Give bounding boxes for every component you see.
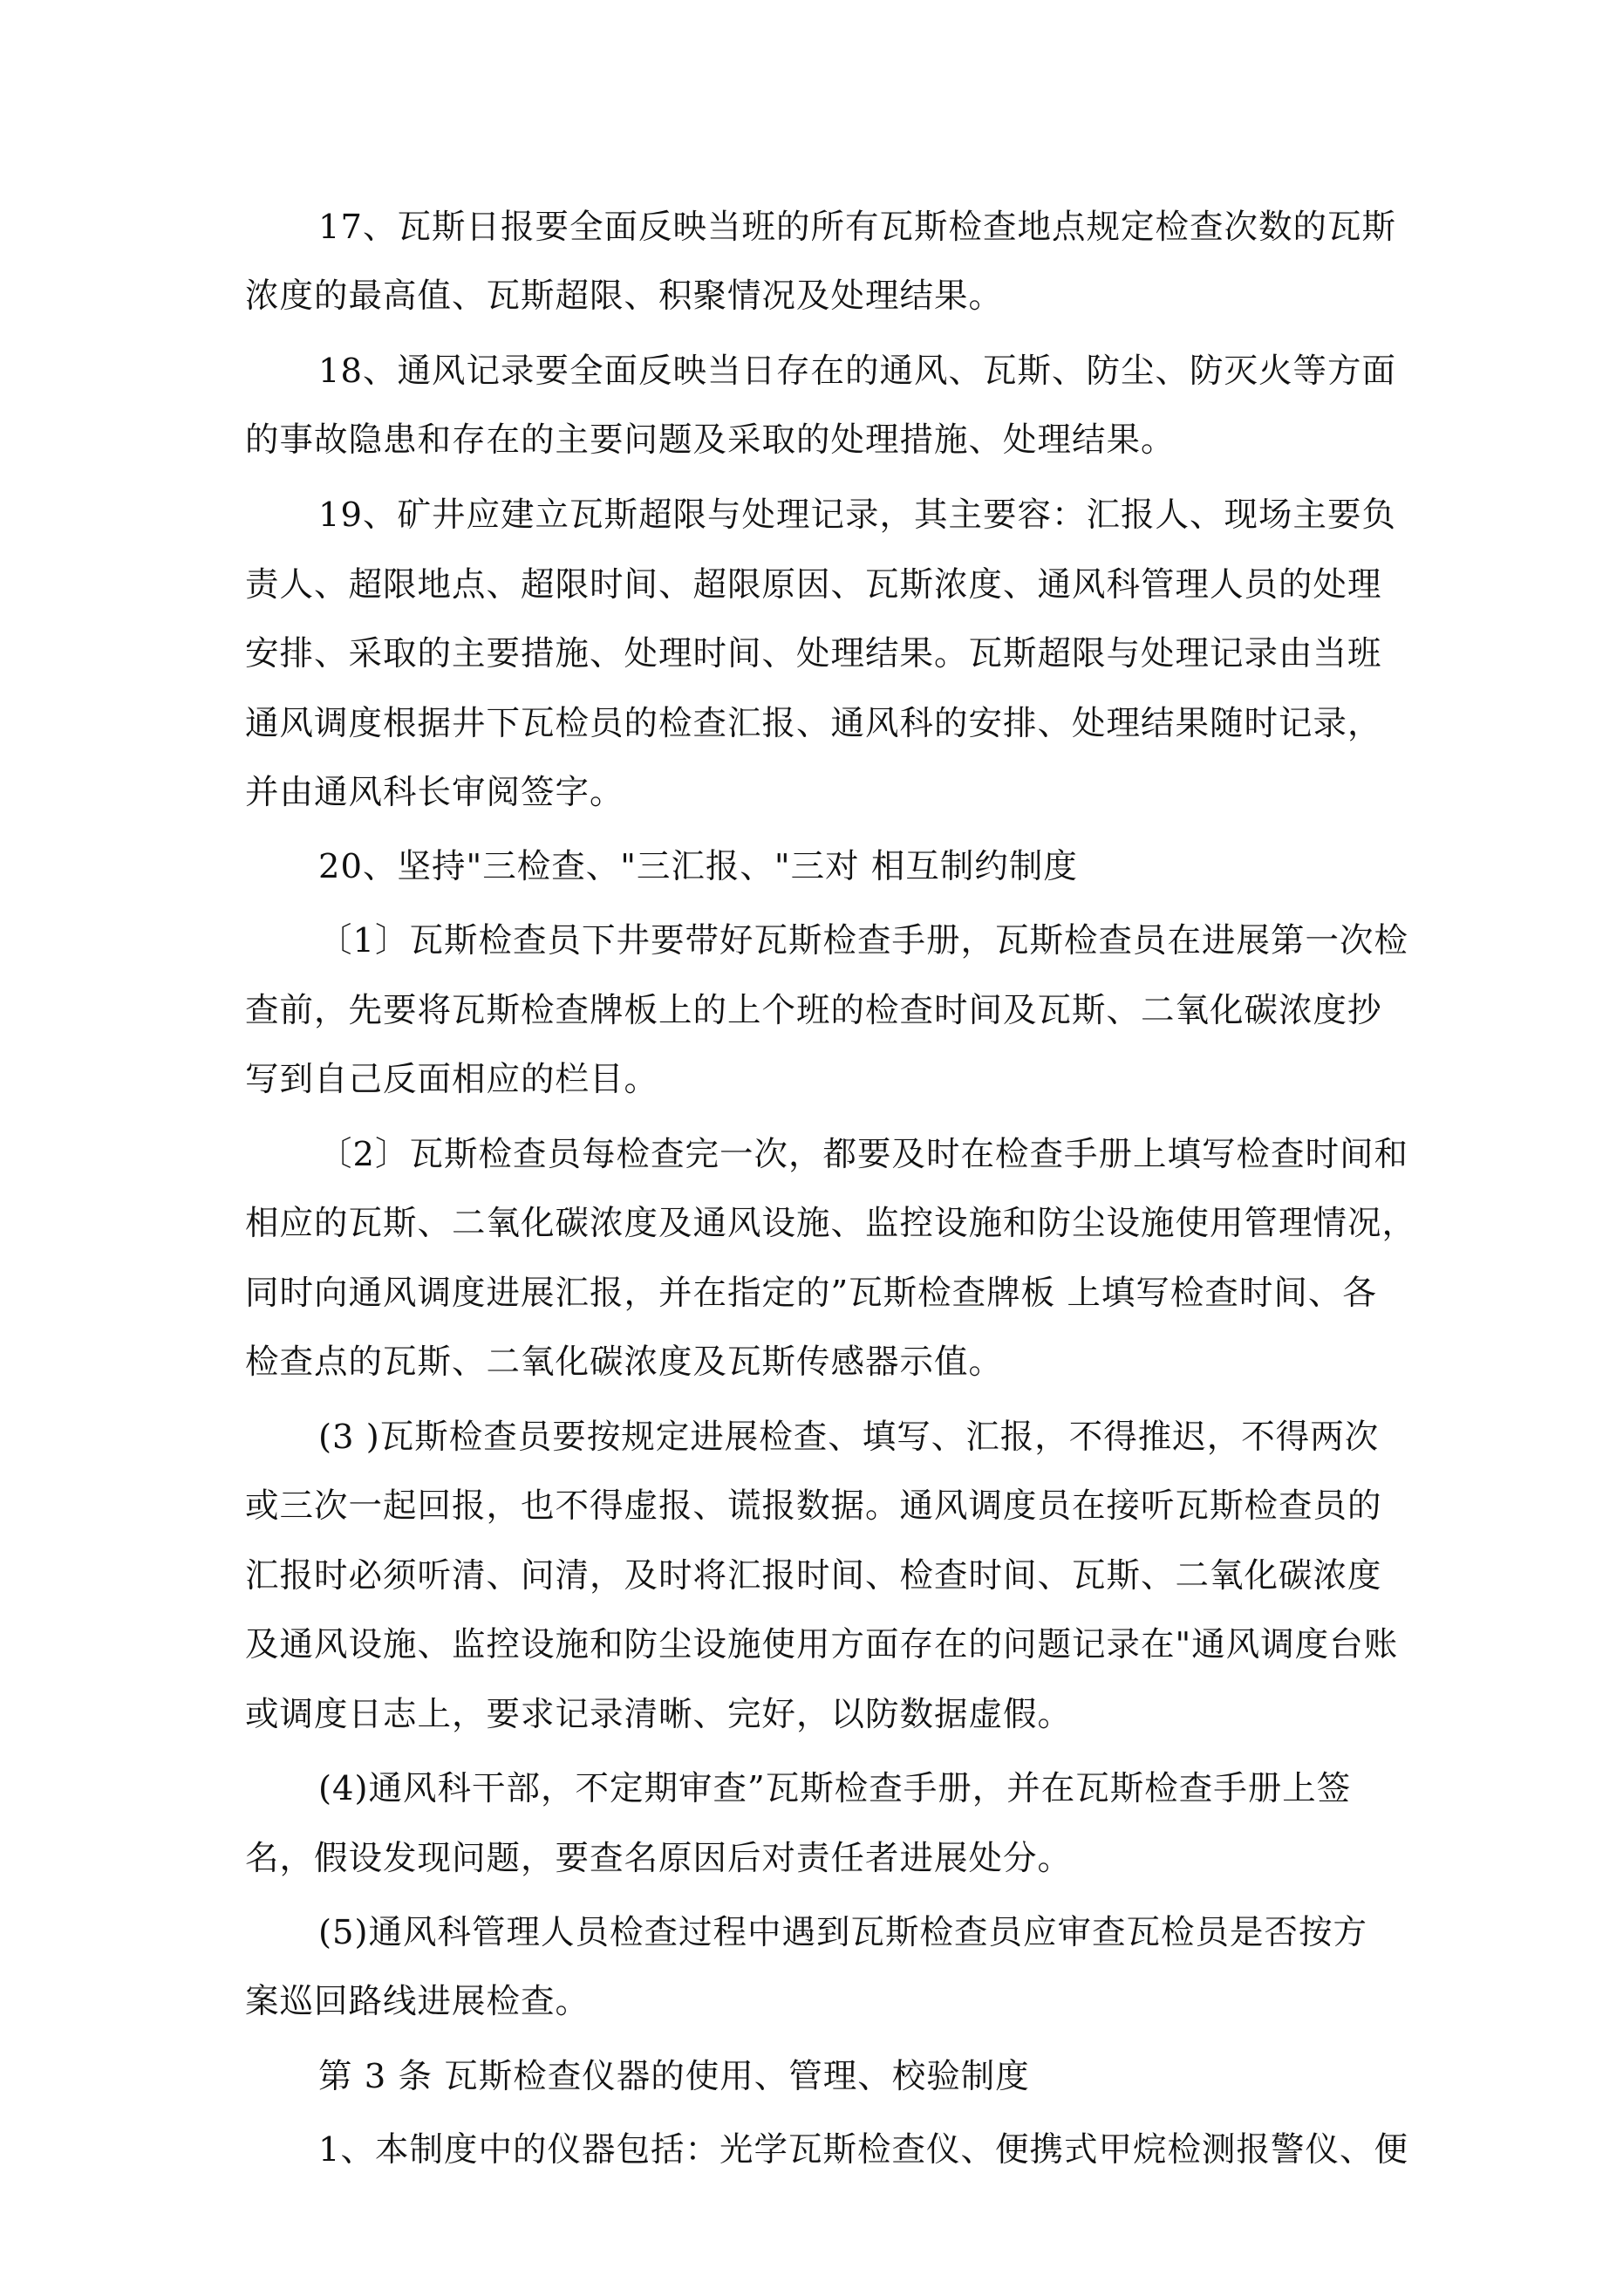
paragraph-line: 1、本制度中的仪器包括：光学瓦斯检查仪、便携式甲烷检测报警仪、便 bbox=[318, 2130, 1408, 2170]
paragraph-line: 并由通风科长审阅签字。 bbox=[245, 773, 624, 812]
paragraph-line: 相应的瓦斯、二氧化碳浓度及通风设施、监控设施和防尘设施使用管理情况， bbox=[245, 1204, 1417, 1243]
paragraph-line: 〔1〕瓦斯检查员下井要带好瓦斯检查手册，瓦斯检查员在进展第一次检 bbox=[318, 921, 1408, 960]
paragraph-line: (3 )瓦斯检查员要按规定进展检查、填写、汇报，不得推迟，不得两次 bbox=[318, 1418, 1380, 1457]
paragraph-line: 的事故隐患和存在的主要问题及采取的处理措施、处理结果。 bbox=[245, 420, 1176, 460]
paragraph-line: 检查点的瓦斯、二氧化碳浓度及瓦斯传感器示值。 bbox=[245, 1343, 1004, 1382]
paragraph-line: 18、通风记录要全面反映当日存在的通风、瓦斯、防尘、防灭火等方面 bbox=[318, 352, 1396, 391]
paragraph-line: 19、矿井应建立瓦斯超限与处理记录，其主要容：汇报人、现场主要负 bbox=[318, 495, 1396, 535]
paragraph-line: 及通风设施、监控设施和防尘设施使用方面存在的问题记录在"通风调度台账 bbox=[245, 1625, 1399, 1664]
paragraph-line: 〔2〕瓦斯检查员每检查完一次，都要及时在检查手册上填写检查时间和 bbox=[318, 1135, 1408, 1174]
paragraph-line: 名，假设发现问题，要查名原因后对责任者进展处分。 bbox=[245, 1839, 1073, 1878]
paragraph-line: 查前，先要将瓦斯检查牌板上的上个班的检查时间及瓦斯、二氧化碳浓度抄 bbox=[245, 991, 1382, 1030]
paragraph-line: 同时向通风调度进展汇报，并在指定的”瓦斯检查牌板 上填写检查时间、各 bbox=[245, 1274, 1377, 1313]
paragraph-line: 或三次一起回报，也不得虚报、谎报数据。通风调度员在接听瓦斯检查员的 bbox=[245, 1486, 1382, 1526]
paragraph-line: 汇报时必须听清、问清，及时将汇报时间、检查时间、瓦斯、二氧化碳浓度 bbox=[245, 1556, 1382, 1596]
paragraph-line: 安排、采取的主要措施、处理时间、处理结果。瓦斯超限与处理记录由当班 bbox=[245, 634, 1382, 673]
paragraph-line: (4)通风科干部，不定期审查”瓦斯检查手册，并在瓦斯检查手册上签 bbox=[318, 1769, 1352, 1808]
paragraph-line: 浓度的最高值、瓦斯超限、积聚情况及处理结果。 bbox=[245, 277, 1004, 316]
paragraph-line: 20、坚持"三检查、"三汇报、"三对 相互制约制度 bbox=[318, 847, 1078, 886]
paragraph-line: (5)通风科管理人员检查过程中遇到瓦斯检查员应审查瓦检员是否按方 bbox=[318, 1913, 1368, 1952]
section-heading: 第 3 条 瓦斯检查仪器的使用、管理、校验制度 bbox=[318, 2057, 1030, 2096]
paragraph-line: 或调度日志上，要求记录清晰、完好，以防数据虚假。 bbox=[245, 1695, 1073, 1734]
paragraph-line: 通风调度根据井下瓦检员的检查汇报、通风科的安排、处理结果随时记录， bbox=[245, 704, 1382, 743]
paragraph-line: 写到自己反面相应的栏目。 bbox=[245, 1060, 659, 1099]
paragraph-line: 案巡回路线进展检查。 bbox=[245, 1982, 590, 2021]
paragraph-line: 17、瓦斯日报要全面反映当班的所有瓦斯检查地点规定检查次数的瓦斯 bbox=[318, 208, 1396, 247]
paragraph-line: 责人、超限地点、超限时间、超限原因、瓦斯浓度、通风科管理人员的处理 bbox=[245, 565, 1382, 605]
